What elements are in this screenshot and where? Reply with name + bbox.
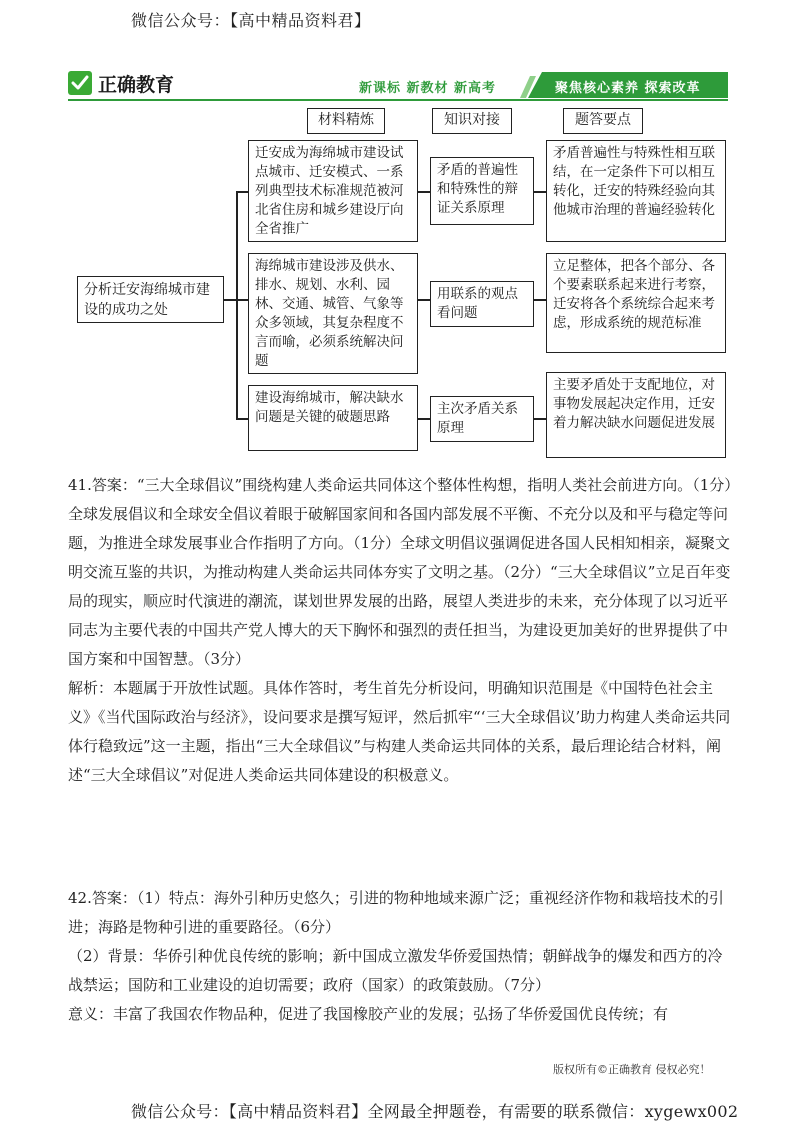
slogan-left: 新课标 新教材 新高考 <box>359 81 497 96</box>
answer-box-3: 主要矛盾处于支配地位，对事物发展起决定作用，迁安着力解决缺水问题促进发展 <box>546 372 726 458</box>
copyright-notice: 版权所有©正确教育 侵权必究！ <box>553 1063 711 1076</box>
root-box: 分析迁安海绵城市建设的成功之处 <box>77 276 224 323</box>
slogan-band <box>520 72 728 98</box>
header-answer: 题答要点 <box>563 108 643 134</box>
header-material: 材料精炼 <box>307 108 385 134</box>
brand-name: 正确教育 <box>98 73 175 96</box>
q41-answer: 41.答案：“三大全球倡议”围绕构建人类命运共同体这个整体性构想，指明人类社会前进方向。（1分）全球发展倡议和全球安全倡议着眼于破解国家间和各国内部发展不平衡、不充分以及和平与稳定等问题，为推进全球发展事业合作指明了方向。（1分）全球文明倡议强调促进各国人民相知相亲，凝聚文明交流互鉴的共识，为推动构建人类命运共同体夯实了文明之基。（2分）“三大全球倡议”立足百年变局的现实，顺应时代演进的潮流，谋划世界发展的出路，展望人类进步的未来，充分体现了以习近平同志为主要代表的中国共产党人博大的天下胸怀和强烈的责任担当，为建设更加美好的世界提供了中国方案和中国智慧。（3分） <box>68 476 732 668</box>
header-knowledge: 知识对接 <box>432 108 512 134</box>
link-3a <box>418 418 430 420</box>
branch-3 <box>236 418 248 420</box>
check-icon <box>68 71 92 95</box>
brand-logo <box>68 70 174 96</box>
trunk-line <box>236 191 238 418</box>
material-box-2: 海绵城市建设涉及供水、排水、规划、水利、园林、交通、城管、气象等众多领域，其复杂程度不言而喻，必须系统解决问题 <box>248 253 418 374</box>
q41-analysis: 解析：本题属于开放性试题。具体作答时，考生首先分析设问，明确知识范围是《中国特色社会主义》《当代国际政治与经济》，设问要求是撰写短评，然后抓牢“‘三大全球倡议’助力构建人类命运共同体行稳致远”这一主题，指出“三大全球倡议”与构建人类命运共同体的关系，最后理论结合材料，阐述“三大全球倡议”对促进人类命运共同体建设的积极意义。 <box>68 679 731 784</box>
link-2b <box>534 299 546 301</box>
knowledge-box-2: 用联系的观点看问题 <box>430 281 534 327</box>
q42-answer-2: （2）背景：华侨引种优良传统的影响；新中国成立激发华侨爱国热情；朝鲜战争的爆发和西方的冷战禁运；国防和工业建设的迫切需要；政府（国家）的政策鼓励。（7分） <box>68 947 723 994</box>
q42-answer-1: 42.答案：（1）特点：海外引种历史悠久；引进的物种地域来源广泛；重视经济作物和栽培技术的引进；海路是物种引进的重要路径。（6分） <box>68 889 724 936</box>
top-watermark: 微信公众号：【高中精品资料君】 <box>131 11 371 30</box>
q42-section <box>68 884 732 1029</box>
q41-section <box>68 471 732 790</box>
header-divider <box>68 99 728 101</box>
link-1b <box>534 191 546 193</box>
q42-significance: 意义：丰富了我国农作物品种，促进了我国橡胶产业的发展；弘扬了华侨爱国优良传统；有 <box>68 1005 669 1023</box>
knowledge-box-3: 主次矛盾关系原理 <box>430 396 534 442</box>
material-box-3: 建设海绵城市，解决缺水问题是关键的破题思路 <box>248 385 418 451</box>
answer-box-2: 立足整体，把各个部分、各个要素联系起来进行考察，迁安将各个系统综合起来考虑，形成系统的规范标准 <box>546 253 726 353</box>
root-connector <box>224 299 236 301</box>
material-box-1: 迁安成为海绵城市建设试点城市、迁安模式、一系列典型技术标准规范被河北省住房和城乡建设厅向全省推广 <box>248 140 418 242</box>
knowledge-box-1: 矛盾的普遍性和特殊性的辩证关系原理 <box>430 157 534 225</box>
link-2a <box>418 299 430 301</box>
branch-2 <box>236 299 248 301</box>
link-1a <box>418 191 430 193</box>
bottom-watermark: 微信公众号：【高中精品资料君】全网最全押题卷，有需要的联系微信：xygewx002 <box>131 1102 739 1121</box>
answer-box-1: 矛盾普遍性与特殊性相互联结，在一定条件下可以相互转化，迁安的特殊经验向其他城市治理的普遍经验转化 <box>546 140 726 242</box>
slogan-right: 聚焦核心素养 探索改革 <box>555 81 701 96</box>
link-3b <box>534 418 546 420</box>
branch-1 <box>236 191 248 193</box>
